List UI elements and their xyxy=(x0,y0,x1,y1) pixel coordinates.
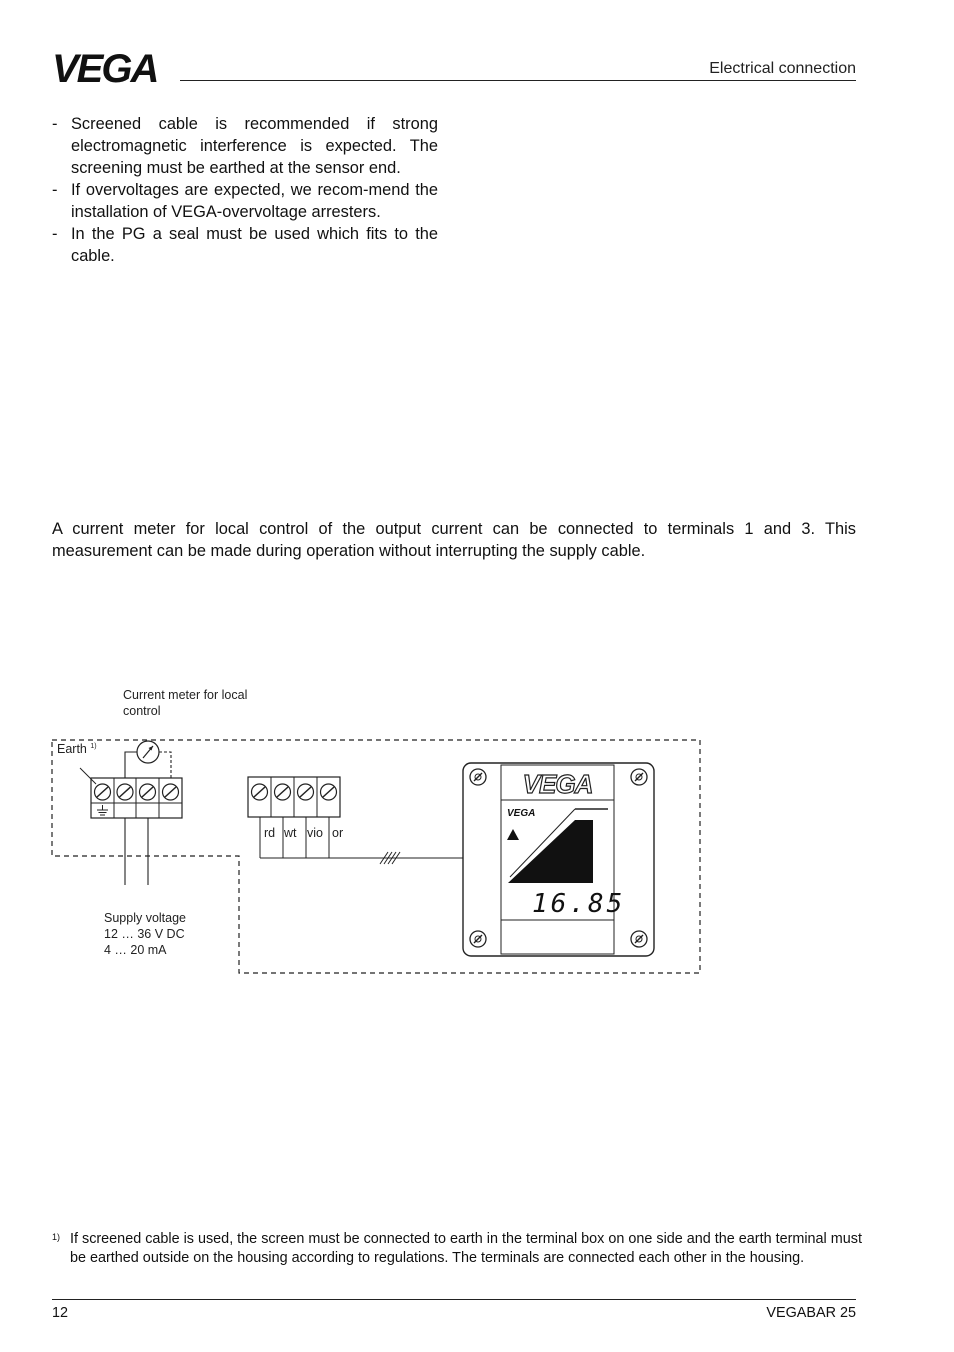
display-module xyxy=(463,763,654,956)
corner-screw-icon xyxy=(470,931,486,947)
current-meter-label-line: control xyxy=(123,704,161,718)
vega-logo-text: VEGA xyxy=(52,50,158,86)
terminal-screw xyxy=(140,784,156,800)
bullet-marker: - xyxy=(52,225,58,243)
wire-label-vio: vio xyxy=(307,826,323,840)
list-item-text: If overvoltages are expected, we recom-mend the installation of VEGA-overvoltage arresters. xyxy=(71,181,438,221)
footnote-ref: 1) xyxy=(90,743,97,750)
supply-label-line: Supply voltage xyxy=(104,911,187,925)
footer-rule xyxy=(52,1299,856,1300)
terminal-screw xyxy=(321,784,337,800)
display-logo: VEGA xyxy=(522,769,593,799)
list-item xyxy=(52,179,438,223)
supply-voltage-label xyxy=(104,910,186,958)
list-item xyxy=(52,113,438,179)
corner-screw-icon xyxy=(631,931,647,947)
product-name: VEGABAR 25 xyxy=(766,1305,856,1321)
header-rule xyxy=(180,80,856,81)
earth-label xyxy=(57,739,97,757)
terminal-screw xyxy=(298,784,314,800)
corner-screw-icon xyxy=(470,769,486,785)
list-item-text: Screened cable is recommended if strong electromagnetic interference is expected. The screening must be earthed at the sensor end. xyxy=(71,115,438,177)
earth-leader-line xyxy=(80,768,96,784)
terminal-block-display xyxy=(248,777,340,817)
page-number: 12 xyxy=(52,1305,69,1321)
wire-label-wt: wt xyxy=(284,826,297,840)
footnote-text: If screened cable is used, the screen must be connected to earth in the terminal box on one side and the earth terminal must be earthed outside on the housing according to regulations. The terminals are connected each other in the housing. xyxy=(70,1231,862,1266)
corner-screw-icon xyxy=(631,769,647,785)
body-paragraph: A current meter for local control of the output current can be connected to terminals 1 and 3. This measurement can be made during operation without interrupting the supply cable. xyxy=(52,520,856,560)
display-small-logo: VEGA xyxy=(507,808,536,819)
bullet-marker: - xyxy=(52,115,58,133)
bullet-marker: - xyxy=(52,181,58,199)
current-meter-icon xyxy=(125,741,171,778)
list-item xyxy=(52,223,438,267)
section-title: Electrical connection xyxy=(709,60,856,77)
supply-label-line: 4 … 20 mA xyxy=(104,943,167,957)
display-value: 16.85 xyxy=(532,889,626,919)
earth-label-text: Earth xyxy=(57,742,87,757)
recommendation-list xyxy=(52,113,438,267)
supply-label-line: 12 … 36 V DC xyxy=(104,927,185,941)
list-item-text: In the PG a seal must be used which fits to the cable. xyxy=(71,225,438,265)
footnote-mark: 1) xyxy=(52,1232,61,1242)
wire-label-rd: rd xyxy=(264,826,276,840)
wiring-diagram xyxy=(0,680,954,1000)
terminal-screw xyxy=(117,784,133,800)
vega-logo xyxy=(52,50,172,86)
terminal-screw xyxy=(163,784,179,800)
terminal-block-supply xyxy=(91,778,182,818)
terminal-screw xyxy=(252,784,268,800)
terminal-screw xyxy=(95,784,111,800)
current-meter-label xyxy=(123,687,247,719)
current-meter-label-line: Current meter for local xyxy=(123,688,248,702)
terminal-screw xyxy=(275,784,291,800)
wire-label-or: or xyxy=(332,826,344,840)
